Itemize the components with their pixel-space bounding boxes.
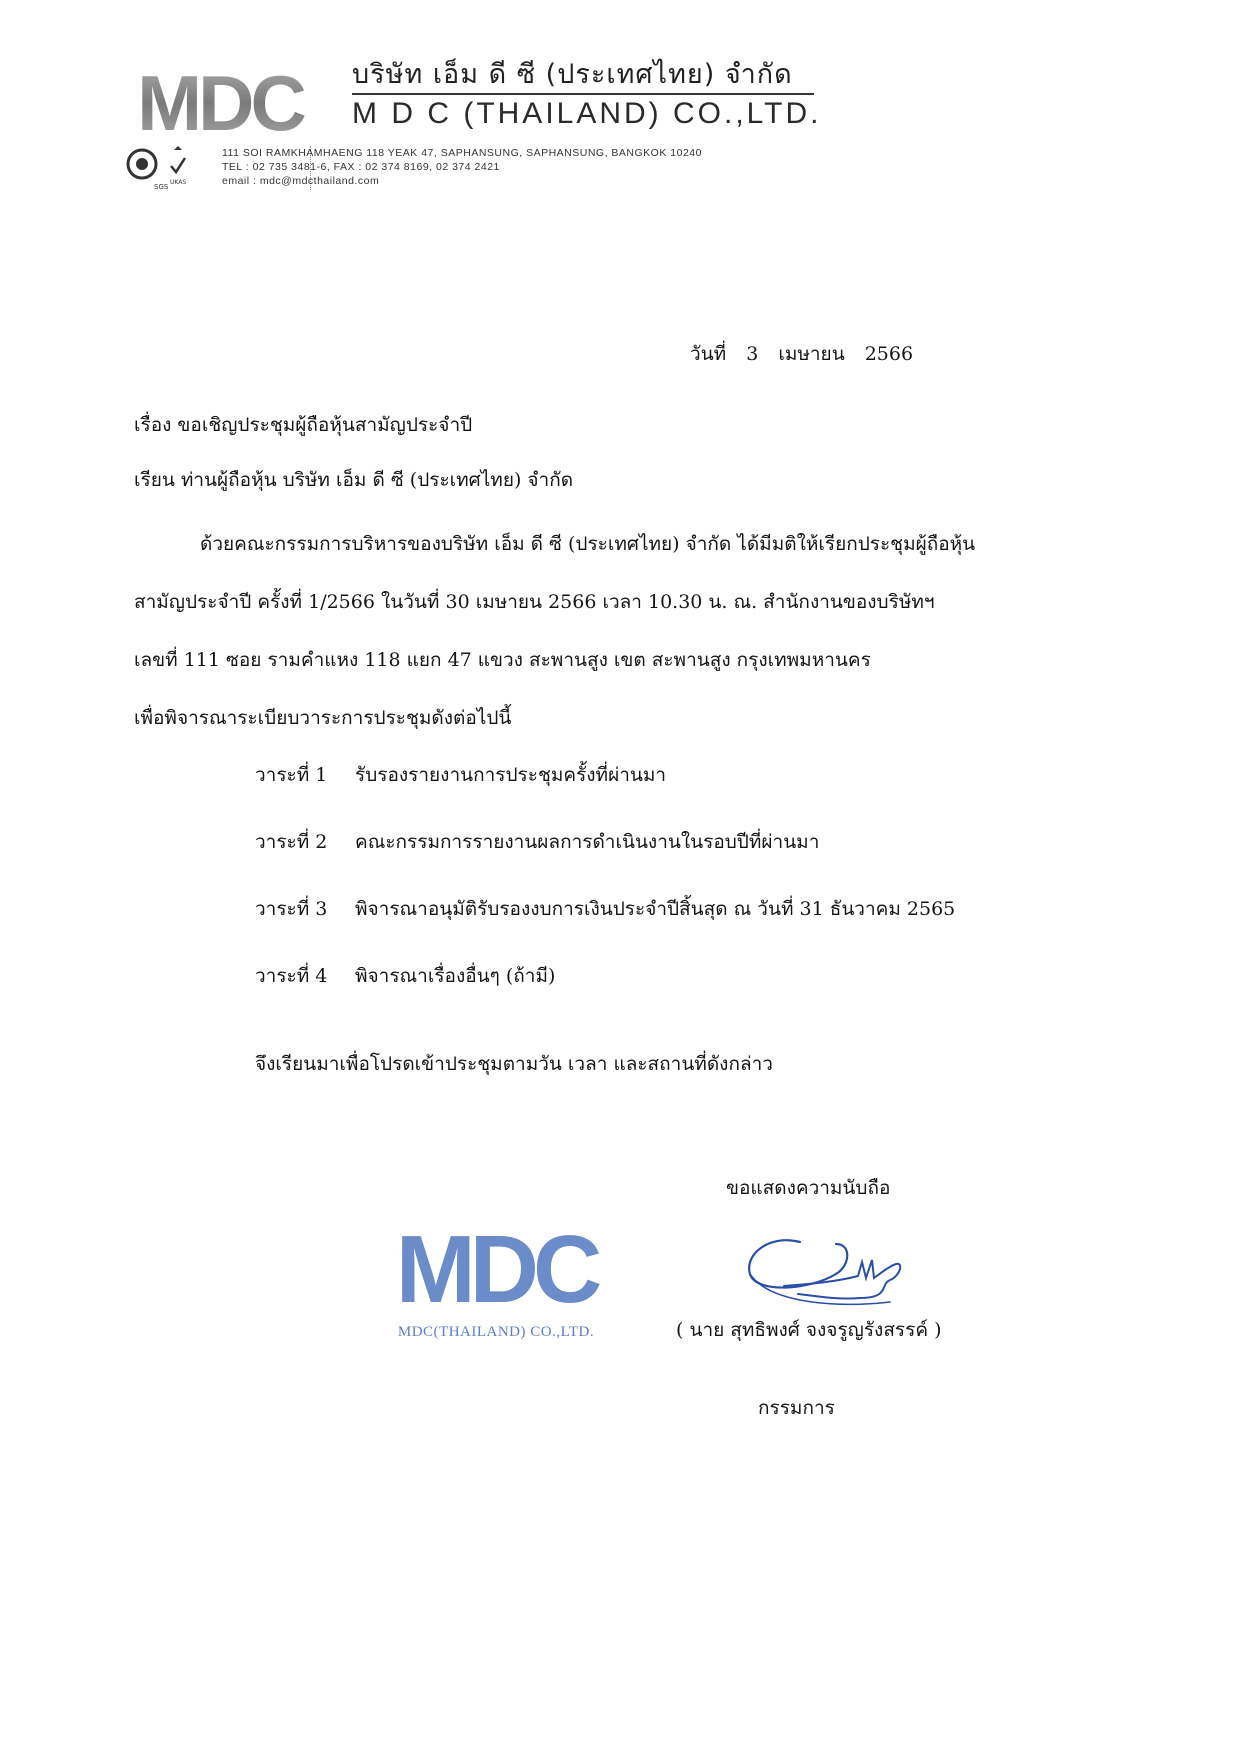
ukas-label: UKAS	[170, 179, 187, 186]
company-name-thai: บริษัท เอ็ม ดี ซี (ประเทศไทย) จำกัด	[352, 59, 793, 90]
company-phone-fax: TEL : 02 735 3481-6, FAX : 02 374 8169, 02 374 2421	[222, 161, 500, 173]
company-name-english: M D C (THAILAND) CO.,LTD.	[352, 97, 822, 130]
signer-name: ( นาย สุทธิพงศ์ จงจรูญรังสรรค์ )	[676, 1319, 942, 1341]
company-email: email : mdc@mdcthailand.com	[222, 175, 380, 187]
letter-closing: จึงเรียนมาเพื่อโปรดเข้าประชุมตามวัน เวลา และสถานที่ดังกล่าว	[255, 1053, 773, 1075]
company-stamp	[384, 1214, 614, 1344]
company-address: 111 SOI RAMKHAMHAENG 118 YEAK 47, SAPHANSUNG, SAPHANSUNG, BANGKOK 10240	[222, 147, 702, 159]
ukas-cert-icon	[170, 146, 186, 186]
agenda-number: วาระที่ 4	[255, 965, 328, 987]
sgs-cert-icon	[128, 150, 169, 191]
agenda-text: พิจารณาเรื่องอื่นๆ (ถ้ามี)	[355, 965, 556, 987]
agenda-number: วาระที่ 3	[255, 898, 328, 920]
paragraph-line: เพื่อพิจารณาระเบียบวาระการประชุมดังต่อไปนี้	[134, 707, 512, 729]
stamp-logo-text: MDC	[395, 1216, 597, 1323]
agenda-text: พิจารณาอนุมัติรับรองงบการเงินประจำปีสิ้นสุด ณ วันที่ 31 ธันวาคม 2565	[355, 898, 956, 920]
logo-text: MDC	[137, 62, 303, 142]
complimentary-close: ขอแสดงความนับถือ	[726, 1177, 891, 1199]
agenda-item	[255, 763, 955, 830]
letterhead	[120, 58, 820, 208]
stamp-company-name: MDC(THAILAND) CO.,LTD.	[397, 1324, 595, 1340]
agenda-number: วาระที่ 1	[255, 764, 328, 786]
handwritten-signature	[740, 1214, 920, 1314]
paragraph-line: ด้วยคณะกรรมการบริหารของบริษัท เอ็ม ดี ซี (ประเทศไทย) จำกัด ได้มีมติให้เรียกประชุมผู้ถือหุ้น	[200, 533, 976, 555]
agenda-number: วาระที่ 2	[255, 831, 328, 853]
agenda-item	[255, 897, 955, 964]
paragraph-line: สามัญประจำปี ครั้งที่ 1/2566 ในวันที่ 30 เมษายน 2566 เวลา 10.30 น. ณ. สำนักงานของบริษัทฯ	[134, 591, 935, 613]
company-names	[352, 58, 822, 132]
letter-salutation: เรียน ท่านผู้ถือหุ้น บริษัท เอ็ม ดี ซี (ประเทศไทย) จำกัด	[134, 469, 574, 491]
letter-paragraph	[134, 532, 1054, 764]
agenda-list	[255, 763, 955, 1031]
sgs-label: SGS	[154, 183, 169, 191]
certification-marks	[124, 144, 216, 194]
paragraph-line: เลขที่ 111 ซอย รามคำแหง 118 แยก 47 แขวง สะพานสูง เขต สะพานสูง กรุงเทพมหานคร	[134, 649, 871, 671]
company-contact	[222, 146, 702, 188]
letter-subject: เรื่อง ขอเชิญประชุมผู้ถือหุ้นสามัญประจำปี	[134, 414, 473, 436]
letter-date: วันที่ 3 เมษายน 2566	[690, 343, 914, 365]
agenda-text: คณะกรรมการรายงานผลการดำเนินงานในรอบปีที่ผ่านมา	[355, 831, 820, 853]
company-logo	[120, 62, 320, 142]
letterhead-rule	[352, 93, 814, 95]
agenda-item	[255, 830, 955, 897]
agenda-item	[255, 964, 955, 1031]
signer-position: กรรมการ	[758, 1397, 835, 1419]
agenda-text: รับรองรายงานการประชุมครั้งที่ผ่านมา	[355, 764, 667, 786]
